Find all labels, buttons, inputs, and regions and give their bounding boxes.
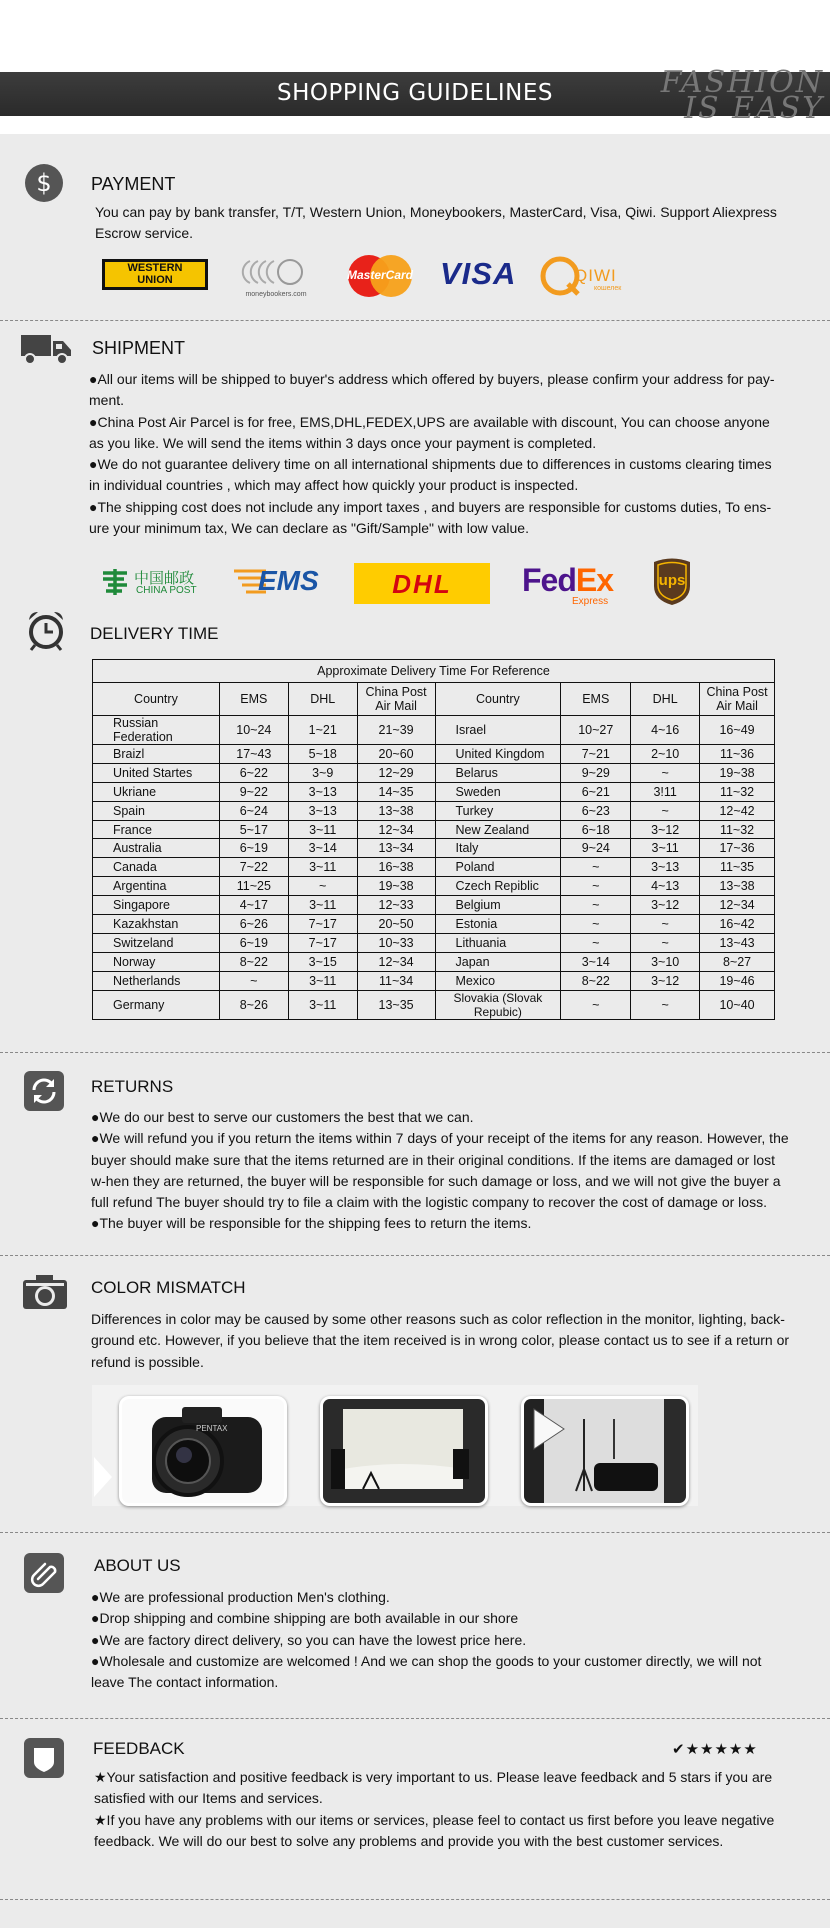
shipment-line: ●All our items will be shipped to buyer's address which offered by buyers, please confirm your address for pay-ment.	[89, 371, 775, 409]
header-banner	[0, 65, 830, 126]
qiwi-logo: QIWI кошелек	[540, 256, 640, 298]
delivery-days-cell: 11~25	[219, 877, 288, 896]
delivery-days-cell: 3~14	[288, 839, 357, 858]
feedback-text	[94, 1767, 794, 1852]
delivery-days-cell: 11~32	[700, 820, 775, 839]
table-row	[93, 896, 775, 915]
table-title: Approximate Delivery Time For Reference	[93, 660, 775, 683]
table-row	[93, 801, 775, 820]
section-divider	[0, 1718, 830, 1719]
studio-photo	[320, 1396, 488, 1506]
country-cell: Germany	[93, 990, 220, 1019]
table-row	[93, 820, 775, 839]
five-star-rating: ✔★★★★★	[672, 1741, 758, 1758]
country-cell: Belgium	[435, 896, 561, 915]
country-cell: Norway	[93, 952, 220, 971]
about-line: ●Drop shipping and combine shipping are both available in our shore	[91, 1610, 519, 1627]
table-row	[93, 858, 775, 877]
returns-line: ●The buyer will be responsible for the shipping fees to return the items.	[91, 1215, 532, 1232]
table-row	[93, 971, 775, 990]
delivery-days-cell: 12~34	[357, 820, 435, 839]
svg-text:$: $	[36, 169, 52, 197]
delivery-days-cell: 6~18	[561, 820, 631, 839]
shipment-line: ●We do not guarantee delivery time on all international shipments due to differences in customs clearing times in individual countries , which may affect how quickly your product is inspected.	[89, 456, 772, 494]
delivery-days-cell: 13~34	[357, 839, 435, 858]
delivery-days-cell: 3~11	[288, 858, 357, 877]
table-row	[93, 952, 775, 971]
country-cell: Turkey	[435, 801, 561, 820]
visa-logo: VISA	[440, 256, 517, 291]
delivery-days-cell: 4~13	[631, 877, 700, 896]
country-cell: France	[93, 820, 220, 839]
country-cell: New Zealand	[435, 820, 561, 839]
shipment-line: ●The shipping cost does not include any import taxes , and buyers are responsible for customs duties, To ens-ure your minimum tax, We can declare as "Gift/Sample" with low value.	[89, 498, 772, 537]
table-header-cell: DHL	[631, 683, 700, 716]
feedback-line: ★Your satisfaction and positive feedback is very important to us. Please leave feedback and 5 stars if you are satisfied with our Items and services.	[94, 1769, 773, 1807]
color-mismatch-text: Differences in color may be caused by some other reasons such as color reflection in the monitor, lighting, back-ground etc. However, if you believe that the item received is in wrong color, please contact us to see if a return or refund is possible.	[91, 1311, 790, 1370]
delivery-days-cell: 20~60	[357, 745, 435, 764]
camera-photo	[119, 1396, 287, 1506]
delivery-days-cell: 3~11	[288, 971, 357, 990]
table-row	[93, 933, 775, 952]
delivery-days-cell: 3~11	[631, 839, 700, 858]
country-cell: United Kingdom	[435, 745, 561, 764]
country-cell: Mexico	[435, 971, 561, 990]
delivery-days-cell: 5~17	[219, 820, 288, 839]
country-cell: Estonia	[435, 915, 561, 934]
country-cell: Belarus	[435, 763, 561, 782]
about-line: ●We are professional production Men's clothing.	[91, 1589, 390, 1605]
banner-decoration	[644, 65, 824, 126]
delivery-days-cell: 10~40	[700, 990, 775, 1019]
country-cell: Poland	[435, 858, 561, 877]
banner-title: SHOPPING GUIDELINES	[277, 80, 553, 106]
shield-icon	[24, 1738, 64, 1778]
fedex-logo: FedEx Express	[522, 562, 614, 607]
western-union-logo: WESTERN UNION	[102, 259, 208, 290]
delivery-days-cell: ~	[561, 915, 631, 934]
moneybookers-logo: moneybookers.com	[240, 258, 312, 296]
about-title: ABOUT US	[94, 1556, 181, 1575]
country-cell: Sweden	[435, 782, 561, 801]
delivery-days-cell: 13~43	[700, 933, 775, 952]
delivery-days-cell: 10~33	[357, 933, 435, 952]
country-cell: Lithuania	[435, 933, 561, 952]
delivery-days-cell: 13~38	[700, 877, 775, 896]
delivery-days-cell: 8~27	[700, 952, 775, 971]
refresh-icon	[24, 1071, 64, 1111]
delivery-days-cell: 3~13	[288, 782, 357, 801]
table-row	[93, 990, 775, 1019]
delivery-days-cell: 3~13	[288, 801, 357, 820]
shipment-title: SHIPMENT	[92, 338, 186, 358]
country-cell: Italy	[435, 839, 561, 858]
delivery-days-cell: 6~21	[561, 782, 631, 801]
delivery-days-cell: 10~24	[219, 716, 288, 745]
table-header-cell: Country	[93, 683, 220, 716]
country-cell: Spain	[93, 801, 220, 820]
table-row	[93, 877, 775, 896]
delivery-days-cell: 16~42	[700, 915, 775, 934]
paperclip-icon	[24, 1553, 64, 1593]
country-cell: Canada	[93, 858, 220, 877]
delivery-days-cell: 19~38	[357, 877, 435, 896]
play-arrow-icon	[94, 1457, 112, 1497]
delivery-days-cell: 12~34	[700, 896, 775, 915]
delivery-days-cell: 16~49	[700, 716, 775, 745]
delivery-days-cell: 19~46	[700, 971, 775, 990]
table-header-cell: EMS	[561, 683, 631, 716]
shipment-line: ●China Post Air Parcel is for free, EMS,DHL,FEDEX,UPS are available with discount, You can choose anyone as you like. We will send the items within 3 days once your payment is completed.	[89, 413, 770, 451]
feedback-line: ★If you have any problems with our items or services, please feel to contact us first before you leave negative feedback. We will do our best to solve any problems and provide you with the best customer services.	[94, 1811, 775, 1849]
svg-text:PENTAX: PENTAX	[196, 1424, 228, 1433]
delivery-days-cell: 3~15	[288, 952, 357, 971]
delivery-days-cell: 3!11	[631, 782, 700, 801]
dollar-icon	[24, 163, 64, 203]
delivery-days-cell: ~	[561, 877, 631, 896]
delivery-days-cell: 17~36	[700, 839, 775, 858]
delivery-days-cell: 7~17	[288, 933, 357, 952]
country-cell: Ukriane	[93, 782, 220, 801]
table-header-cell: China Post Air Mail	[700, 683, 775, 716]
table-row	[93, 716, 775, 745]
delivery-days-cell: ~	[561, 990, 631, 1019]
feedback-title: FEEDBACK	[93, 1739, 185, 1758]
delivery-days-cell: ~	[631, 915, 700, 934]
delivery-days-cell: 7~21	[561, 745, 631, 764]
delivery-days-cell: 1~21	[288, 716, 357, 745]
delivery-days-cell: ~	[631, 763, 700, 782]
delivery-days-cell: ~	[631, 933, 700, 952]
section-divider	[0, 1899, 830, 1900]
country-cell: Australia	[93, 839, 220, 858]
payment-text: You can pay by bank transfer, T/T, Western Union, Moneybookers, MasterCard, Visa, Qiwi. Support Aliexpress Escrow service.	[95, 204, 777, 242]
delivery-days-cell: 20~50	[357, 915, 435, 934]
country-cell: Japan	[435, 952, 561, 971]
camera-icon	[22, 1274, 68, 1310]
country-cell: Czech Repiblic	[435, 877, 561, 896]
delivery-days-cell: 12~34	[357, 952, 435, 971]
delivery-days-cell: 3~13	[631, 858, 700, 877]
mastercard-logo: MasterCard	[345, 254, 415, 298]
country-cell: Netherlands	[93, 971, 220, 990]
table-header-cell: Country	[435, 683, 561, 716]
delivery-days-cell: 6~19	[219, 933, 288, 952]
table-header-cell: China Post Air Mail	[357, 683, 435, 716]
country-cell: Israel	[435, 716, 561, 745]
delivery-days-cell: 8~26	[219, 990, 288, 1019]
delivery-days-cell: 12~33	[357, 896, 435, 915]
delivery-days-cell: 3~11	[288, 990, 357, 1019]
country-cell: Slovakia (Slovak Repubic)	[435, 990, 561, 1019]
delivery-days-cell: 3~12	[631, 971, 700, 990]
delivery-days-cell: ~	[561, 896, 631, 915]
delivery-days-cell: ~	[631, 801, 700, 820]
delivery-days-cell: 3~12	[631, 820, 700, 839]
delivery-title: DELIVERY TIME	[90, 624, 219, 643]
returns-line: ●We will refund you if you return the items within 7 days of your receipt of the items for any reason. However, the buyer should make sure that the items returned are in their original conditions. If the items are damaged or lost w-hen they are returned, the buyer will be responsible for such damage or loss, and we will not give the buyer a full refund The buyer should try to file a claim with the logistic company to recover the cost of damage or loss.	[91, 1130, 789, 1211]
country-cell: United Startes	[93, 763, 220, 782]
about-line: ●Wholesale and customize are welcomed ! And we can shop the goods to your customer directly, we will not leave The contact information.	[91, 1652, 762, 1691]
lighting-photo	[521, 1396, 689, 1506]
delivery-days-cell: 6~19	[219, 839, 288, 858]
delivery-days-cell: 3~9	[288, 763, 357, 782]
dhl-logo: DHL	[354, 563, 490, 604]
alarm-clock-icon	[26, 610, 66, 652]
delivery-days-cell: 21~39	[357, 716, 435, 745]
delivery-days-cell: ~	[631, 990, 700, 1019]
section-divider	[0, 1532, 830, 1533]
delivery-days-cell: 8~22	[561, 971, 631, 990]
delivery-days-cell: 19~38	[700, 763, 775, 782]
color-mismatch-title: COLOR MISMATCH	[91, 1278, 246, 1297]
table-row	[93, 763, 775, 782]
delivery-days-cell: 11~32	[700, 782, 775, 801]
delivery-days-cell: 7~22	[219, 858, 288, 877]
about-text	[91, 1587, 795, 1693]
delivery-days-cell: 6~23	[561, 801, 631, 820]
returns-text	[91, 1107, 793, 1235]
table-row	[93, 915, 775, 934]
payment-title: PAYMENT	[91, 174, 176, 194]
delivery-days-cell: 4~16	[631, 716, 700, 745]
delivery-days-cell: 12~29	[357, 763, 435, 782]
delivery-days-cell: 11~34	[357, 971, 435, 990]
ups-logo: ups	[652, 556, 692, 606]
country-cell: Russian Federation	[93, 716, 220, 745]
delivery-days-cell: 11~36	[700, 745, 775, 764]
delivery-days-cell: 3~11	[288, 820, 357, 839]
table-header-cell: DHL	[288, 683, 357, 716]
delivery-days-cell: 3~14	[561, 952, 631, 971]
truck-icon	[20, 332, 72, 366]
country-cell: Singapore	[93, 896, 220, 915]
delivery-days-cell: 9~24	[561, 839, 631, 858]
delivery-days-cell: ~	[561, 858, 631, 877]
delivery-days-cell: 10~27	[561, 716, 631, 745]
section-divider	[0, 1255, 830, 1256]
delivery-days-cell: 14~35	[357, 782, 435, 801]
delivery-days-cell: 5~18	[288, 745, 357, 764]
delivery-days-cell: 16~38	[357, 858, 435, 877]
delivery-days-cell: 6~24	[219, 801, 288, 820]
delivery-days-cell: 17~43	[219, 745, 288, 764]
delivery-days-cell: 12~42	[700, 801, 775, 820]
delivery-days-cell: 7~17	[288, 915, 357, 934]
about-line: ●We are factory direct delivery, so you can have the lowest price here.	[91, 1631, 527, 1648]
delivery-days-cell: 11~35	[700, 858, 775, 877]
table-row	[93, 745, 775, 764]
delivery-days-cell: 3~10	[631, 952, 700, 971]
country-cell: Braizl	[93, 745, 220, 764]
delivery-days-cell: ~	[288, 877, 357, 896]
banner-deco-line1: FASHION	[660, 65, 824, 100]
delivery-days-cell: 13~35	[357, 990, 435, 1019]
country-cell: Switzeland	[93, 933, 220, 952]
country-cell: Kazakhstan	[93, 915, 220, 934]
delivery-time-table	[92, 659, 775, 1020]
returns-title: RETURNS	[91, 1077, 174, 1096]
delivery-days-cell: 13~38	[357, 801, 435, 820]
delivery-days-cell: ~	[219, 971, 288, 990]
section-divider	[0, 320, 830, 321]
ems-logo: EMS	[232, 565, 332, 599]
section-divider	[0, 1052, 830, 1053]
delivery-days-cell: 9~29	[561, 763, 631, 782]
returns-line: ●We do our best to serve our customers the best that we can.	[91, 1109, 474, 1125]
table-header-cell: EMS	[219, 683, 288, 716]
delivery-days-cell: 9~22	[219, 782, 288, 801]
delivery-days-cell: 6~26	[219, 915, 288, 934]
china-post-logo: 中国邮政 CHINA POST	[100, 565, 210, 599]
country-cell: Argentina	[93, 877, 220, 896]
delivery-days-cell: 3~12	[631, 896, 700, 915]
banner-deco-line2: IS EASY	[684, 91, 824, 126]
delivery-days-cell: ~	[561, 933, 631, 952]
delivery-days-cell: 8~22	[219, 952, 288, 971]
delivery-days-cell: 4~17	[219, 896, 288, 915]
table-row	[93, 839, 775, 858]
shipment-text	[89, 369, 779, 539]
delivery-days-cell: 3~11	[288, 896, 357, 915]
delivery-days-cell: 2~10	[631, 745, 700, 764]
delivery-days-cell: 6~22	[219, 763, 288, 782]
table-row	[93, 782, 775, 801]
